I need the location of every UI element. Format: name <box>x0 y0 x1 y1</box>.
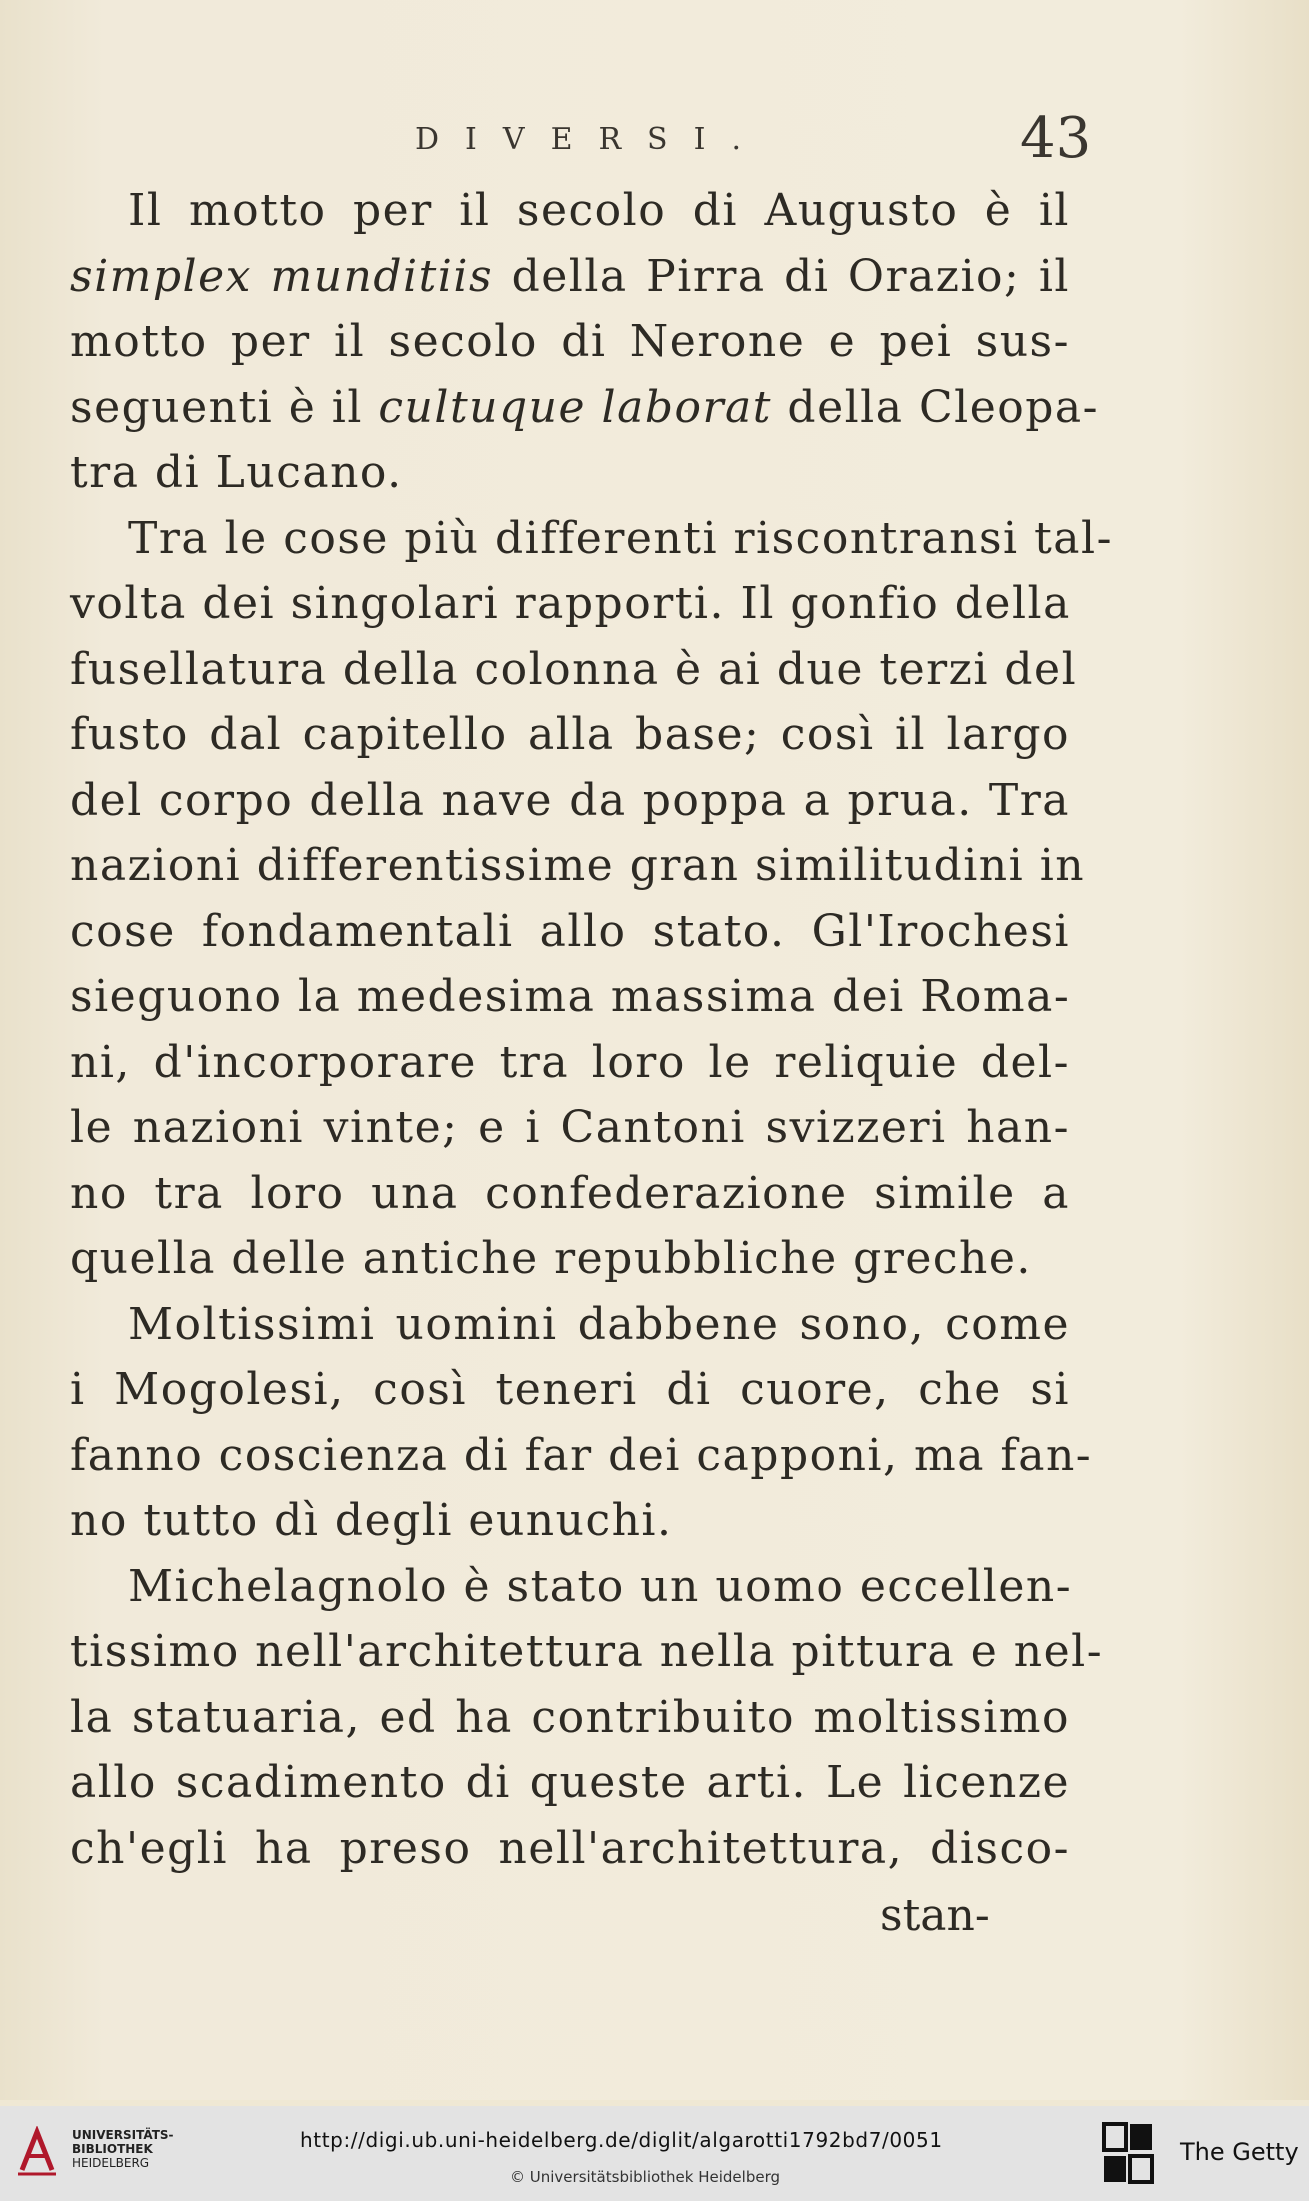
text-line: no tutto dì degli eunuchi. <box>70 1495 673 1546</box>
text-line: simplex munditiis della Pirra di Orazio; il <box>70 250 1071 302</box>
text-line: fusto dal capitello alla base; così il largo <box>70 709 1070 760</box>
partner-name: The Getty <box>1180 2138 1299 2166</box>
paragraph-4 <box>70 1554 1104 1882</box>
text-line: quella delle antiche repubbliche greche. <box>70 1233 1032 1284</box>
text-line: motto per il secolo di Nerone e pei sus- <box>70 316 1070 367</box>
text-line: allo scadimento di queste arti. Le licenze <box>70 1757 1070 1808</box>
text-line: fusellatura della colonna è ai due terzi del <box>70 643 1078 695</box>
text-line: ni, d'incorporare tra loro le reliquie del- <box>70 1036 1070 1088</box>
italic-phrase: cultuque laborat <box>378 381 772 433</box>
text-line: Tra le cose più differenti riscontransi tal- <box>128 512 1113 564</box>
text-line: Il motto per il secolo di Augusto è il <box>128 185 1070 236</box>
viewer-footer <box>0 2106 1309 2201</box>
running-head: DIVERSI. <box>415 122 767 157</box>
library-name-line: BIBLIOTHEK <box>72 2142 153 2156</box>
copyright-notice: © Universitätsbibliothek Heidelberg <box>510 2168 781 2186</box>
catchword: stan- <box>880 1890 990 1941</box>
paragraph-1 <box>70 178 1100 506</box>
text-line: la statuaria, ed ha contribuito moltissimo <box>70 1691 1070 1743</box>
text-line: i Mogolesi, così teneri di cuore, che si <box>70 1364 1070 1415</box>
library-name-line: HEIDELBERG <box>72 2156 150 2170</box>
body-text <box>70 178 1113 1881</box>
page-header <box>70 106 1092 182</box>
text-line: tra di Lucano. <box>70 447 403 498</box>
text-line: no tra loro una confederazione simile a <box>70 1167 1070 1219</box>
text-line: sieguono la medesima massima dei Roma- <box>70 971 1071 1022</box>
text-line: le nazioni vinte; e i Cantoni svizzeri han- <box>70 1102 1070 1153</box>
paragraph-3 <box>70 1292 1093 1554</box>
university-library-logo-icon <box>14 2126 60 2178</box>
text-line: nazioni differentissime gran similitudini in <box>70 840 1086 891</box>
text-line: seguenti è il cultuque laborat della Cleopa- <box>70 381 1100 433</box>
text-line: ch'egli ha preso nell'architettura, disco- <box>70 1822 1070 1874</box>
text-line: cose fondamentali allo stato. Gl'Irochesi <box>70 905 1070 957</box>
text-line: Michelagnolo è stato un uomo eccellen- <box>128 1560 1073 1612</box>
text-line: Moltissimi uomini dabbene sono, come <box>128 1298 1070 1350</box>
text-line: del corpo della nave da poppa a prua. Tra <box>70 774 1070 826</box>
permalink-url[interactable]: http://digi.ub.uni-heidelberg.de/diglit/algarotti1792bd7/0051 <box>300 2128 943 2152</box>
text-line: volta dei singolari rapporti. Il gonfio della <box>70 578 1071 629</box>
italic-phrase: simplex munditiis <box>70 250 494 302</box>
getty-logo-icon <box>1100 2120 1156 2186</box>
library-name <box>72 2128 174 2170</box>
paragraph-2 <box>70 506 1113 1292</box>
library-name-line: UNIVERSITÄTS- <box>72 2128 174 2142</box>
text-line: fanno coscienza di far dei capponi, ma fan- <box>70 1429 1093 1481</box>
text-line: tissimo nell'architettura nella pittura e nel- <box>70 1626 1104 1677</box>
page-number: 43 <box>1020 106 1092 171</box>
